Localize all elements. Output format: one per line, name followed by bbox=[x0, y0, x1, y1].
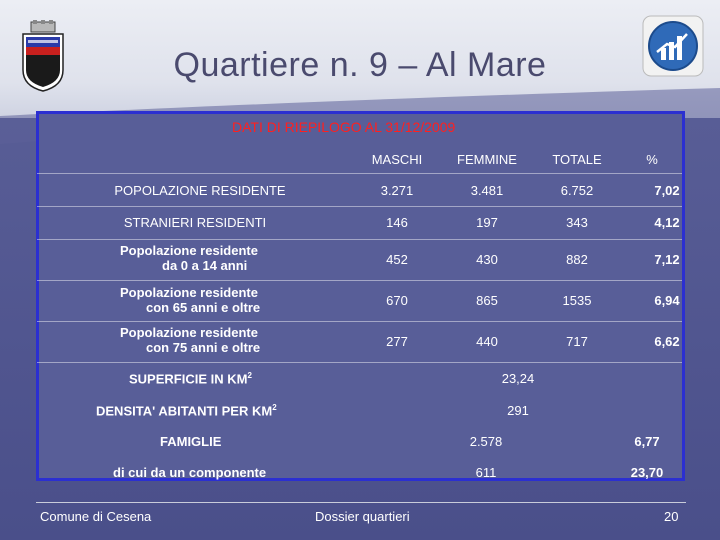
cell-maschi: 146 bbox=[386, 215, 408, 230]
cell-femmine: 197 bbox=[476, 215, 498, 230]
densita-value: 291 bbox=[507, 403, 529, 418]
footer-divider bbox=[36, 502, 686, 503]
column-header-percent: % bbox=[646, 152, 658, 167]
superficie-label bbox=[129, 371, 252, 386]
cell-maschi: 3.271 bbox=[380, 183, 414, 198]
footer-left: Comune di Cesena bbox=[40, 509, 152, 524]
row-label-line: Popolazione residente bbox=[120, 325, 258, 340]
superficie-label-text: SUPERFICIE IN KM bbox=[129, 371, 248, 387]
cell-percent: 4,12 bbox=[654, 215, 680, 230]
row-divider bbox=[37, 280, 682, 281]
row-label-75-oltre bbox=[120, 325, 320, 355]
cell-maschi: 452 bbox=[386, 252, 408, 267]
cell-totale: 1535 bbox=[562, 293, 592, 308]
cell-percent: 7,12 bbox=[654, 252, 680, 267]
componente-percent: 23,70 bbox=[630, 465, 664, 480]
column-header-maschi: MASCHI bbox=[371, 152, 423, 167]
page-number: 20 bbox=[664, 509, 679, 524]
componente-value: 611 bbox=[475, 465, 497, 480]
row-divider bbox=[37, 239, 682, 240]
cell-totale: 717 bbox=[566, 334, 588, 349]
cell-femmine: 440 bbox=[476, 334, 498, 349]
cell-femmine: 865 bbox=[476, 293, 498, 308]
cell-femmine: 3.481 bbox=[470, 183, 504, 198]
famiglie-percent: 6,77 bbox=[634, 434, 660, 449]
footer-center: Dossier quartieri bbox=[315, 509, 410, 524]
row-label-popolazione-residente: POPOLAZIONE RESIDENTE bbox=[114, 183, 286, 198]
cell-totale: 343 bbox=[566, 215, 588, 230]
densita-label bbox=[96, 403, 277, 418]
row-divider bbox=[37, 206, 682, 207]
row-divider bbox=[37, 173, 682, 174]
cell-percent: 7,02 bbox=[654, 183, 680, 198]
cell-maschi: 277 bbox=[386, 334, 408, 349]
row-label-line: con 75 anni e oltre bbox=[146, 340, 261, 355]
cell-totale: 6.752 bbox=[560, 183, 594, 198]
row-label-65-oltre bbox=[120, 285, 320, 315]
row-divider bbox=[37, 362, 682, 363]
row-label-0-14 bbox=[120, 243, 300, 273]
column-header-totale: TOTALE bbox=[552, 152, 602, 167]
cell-percent: 6,94 bbox=[654, 293, 680, 308]
row-divider bbox=[37, 321, 682, 322]
row-label-line: Popolazione residente bbox=[120, 243, 258, 258]
panel-caption: DATI DI RIEPILOGO AL 31/12/2009 bbox=[232, 119, 456, 135]
cell-femmine: 430 bbox=[476, 252, 498, 267]
row-label-line: da 0 a 14 anni bbox=[162, 258, 248, 273]
cell-totale: 882 bbox=[566, 252, 588, 267]
row-label-stranieri-residenti: STRANIERI RESIDENTI bbox=[123, 215, 267, 230]
densita-label-text: DENSITA' ABITANTI PER KM bbox=[96, 403, 273, 419]
famiglie-label: FAMIGLIE bbox=[160, 434, 222, 449]
componente-label: di cui da un componente bbox=[113, 465, 267, 480]
cell-maschi: 670 bbox=[386, 293, 408, 308]
cell-percent: 6,62 bbox=[654, 334, 680, 349]
row-label-line: con 65 anni e oltre bbox=[146, 300, 261, 315]
densita-unit-exponent: 2 bbox=[272, 403, 277, 412]
column-header-femmine: FEMMINE bbox=[457, 152, 517, 167]
superficie-value: 23,24 bbox=[501, 371, 535, 386]
row-label-line: Popolazione residente bbox=[120, 285, 258, 300]
famiglie-value: 2.578 bbox=[469, 434, 503, 449]
page-title: Quartiere n. 9 – Al Mare bbox=[173, 46, 547, 84]
superficie-unit-exponent: 2 bbox=[247, 371, 252, 380]
